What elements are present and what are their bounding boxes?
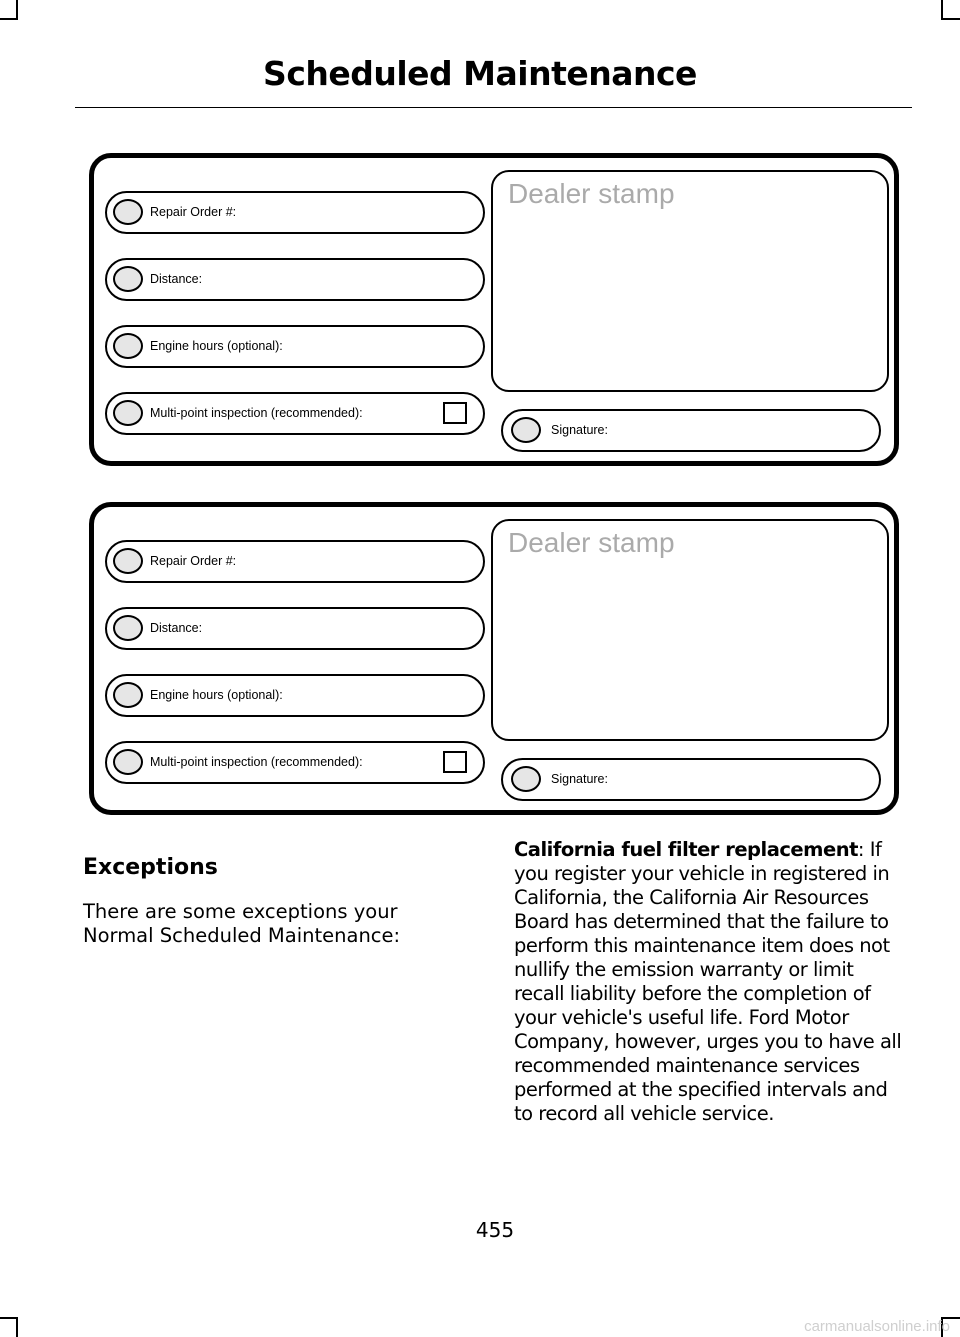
engine-hours-label: Engine hours (optional): (150, 688, 283, 702)
repair-order-field[interactable] (105, 540, 485, 583)
exceptions-paragraph: There are some exceptions your Normal Scheduled Maintenance: (83, 900, 401, 947)
maintenance-record-card-2 (89, 502, 899, 815)
crop-mark (941, 0, 943, 20)
circle-icon (113, 199, 143, 225)
circle-icon (511, 766, 541, 792)
repair-order-label: Repair Order #: (150, 205, 237, 219)
crop-mark (0, 1317, 18, 1319)
engine-hours-field[interactable] (105, 325, 485, 368)
california-heading: California fuel filter replacement (514, 838, 858, 861)
dealer-stamp-box (491, 170, 889, 392)
repair-order-field[interactable] (105, 191, 485, 234)
circle-icon (511, 417, 541, 443)
signature-label: Signature: (551, 423, 608, 437)
distance-label: Distance: (150, 272, 203, 286)
engine-hours-label: Engine hours (optional): (150, 339, 283, 353)
signature-field[interactable] (501, 758, 881, 801)
page-number: 455 (475, 1218, 515, 1242)
multipoint-inspection-label: Multi-point inspection (recommended): (150, 755, 363, 769)
multipoint-inspection-field[interactable] (105, 741, 485, 784)
watermark: carmanualsonline.info (804, 1318, 950, 1335)
title-divider (75, 107, 912, 108)
distance-label: Distance: (150, 621, 203, 635)
circle-icon (113, 615, 143, 641)
california-text: If you register your vehicle in registered in California, the California Air Resources Board has determined that the failure to perform this maintenance item does not nullify the emission warranty or limit recall liability before the completion of your vehicle's useful life. Ford Motor Company, however, urges you to have all recommended maintenance services performed at the specified intervals and to record all vehicle service. (514, 838, 902, 1125)
page-title: Scheduled Maintenance (263, 54, 697, 93)
signature-label: Signature: (551, 772, 608, 786)
multipoint-inspection-label: Multi-point inspection (recommended): (150, 406, 363, 420)
multipoint-inspection-field[interactable] (105, 392, 485, 435)
inspection-checkbox[interactable] (443, 402, 467, 424)
circle-icon (113, 682, 143, 708)
california-heading-colon: : (857, 838, 864, 861)
circle-icon (113, 333, 143, 359)
signature-field[interactable] (501, 409, 881, 452)
dealer-stamp-label: Dealer stamp (508, 178, 675, 209)
crop-mark (16, 0, 18, 20)
exceptions-heading: Exceptions (83, 855, 218, 880)
distance-field[interactable] (105, 607, 485, 650)
engine-hours-field[interactable] (105, 674, 485, 717)
circle-icon (113, 749, 143, 775)
inspection-checkbox[interactable] (443, 751, 467, 773)
crop-mark (0, 18, 18, 20)
circle-icon (113, 266, 143, 292)
crop-mark (16, 1317, 18, 1337)
dealer-stamp-label: Dealer stamp (508, 527, 675, 558)
maintenance-record-card-1 (89, 153, 899, 466)
repair-order-label: Repair Order #: (150, 554, 237, 568)
distance-field[interactable] (105, 258, 485, 301)
dealer-stamp-box (491, 519, 889, 741)
crop-mark (941, 18, 960, 20)
circle-icon (113, 548, 143, 574)
circle-icon (113, 400, 143, 426)
california-paragraph (514, 838, 906, 1126)
